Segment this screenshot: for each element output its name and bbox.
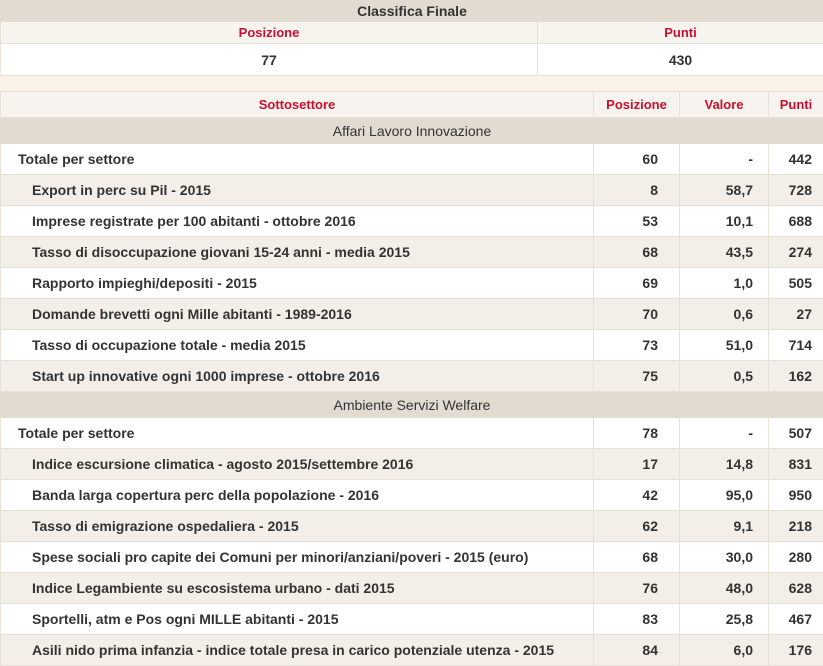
- row-value: 1,0: [680, 268, 769, 299]
- row-label: Indice escursione climatica - agosto 2015/settembre 2016: [1, 449, 594, 480]
- row-points: 728: [769, 175, 823, 206]
- row-points: 274: [769, 237, 823, 268]
- row-points: 950: [769, 480, 823, 511]
- row-value: 9,1: [680, 511, 769, 542]
- row-value: 0,6: [680, 299, 769, 330]
- row-value: 48,0: [680, 573, 769, 604]
- header-value: Valore: [680, 92, 769, 118]
- row-value: 43,5: [680, 237, 769, 268]
- row-label: Export in perc su Pil - 2015: [1, 175, 594, 206]
- row-label: Rapporto impieghi/depositi - 2015: [1, 268, 594, 299]
- row-value: 14,8: [680, 449, 769, 480]
- table-row: [1, 268, 823, 299]
- row-value: 51,0: [680, 330, 769, 361]
- table-row: [1, 206, 823, 237]
- row-value: 6,0: [680, 635, 769, 666]
- table-row: [1, 330, 823, 361]
- header-position: Posizione: [594, 92, 680, 118]
- row-label: Sportelli, atm e Pos ogni MILLE abitanti - 2015: [1, 604, 594, 635]
- row-label: Indice Legambiente su escosistema urbano - dati 2015: [1, 573, 594, 604]
- row-position: 75: [594, 361, 680, 392]
- table-row: [1, 542, 823, 573]
- sector-total-row: [1, 418, 823, 449]
- final-ranking-title: Classifica Finale: [1, 1, 823, 22]
- row-position: 84: [594, 635, 680, 666]
- row-label: Domande brevetti ogni Mille abitanti - 1989-2016: [1, 299, 594, 330]
- section-header-row: [1, 118, 823, 144]
- header-points: Punti: [769, 92, 823, 118]
- row-points: 176: [769, 635, 823, 666]
- table-row: [1, 299, 823, 330]
- sector-total-row: [1, 144, 823, 175]
- row-position: 70: [594, 299, 680, 330]
- row-value: 95,0: [680, 480, 769, 511]
- row-label: Tasso di occupazione totale - media 2015: [1, 330, 594, 361]
- row-position: 17: [594, 449, 680, 480]
- subsector-table-body: [1, 118, 823, 666]
- row-position: 78: [594, 418, 680, 449]
- table-row: [1, 237, 823, 268]
- header-subsector: Sottosettore: [1, 92, 594, 118]
- table-row: [1, 604, 823, 635]
- section-title: Affari Lavoro Innovazione: [1, 118, 823, 144]
- section-header-row: [1, 392, 823, 418]
- row-label: Tasso di emigrazione ospedaliera - 2015: [1, 511, 594, 542]
- final-position-value: 77: [1, 44, 538, 76]
- table-separator: [0, 76, 823, 91]
- row-value: 10,1: [680, 206, 769, 237]
- row-points: 688: [769, 206, 823, 237]
- row-value: 0,5: [680, 361, 769, 392]
- row-label: Banda larga copertura perc della popolazione - 2016: [1, 480, 594, 511]
- table-row: [1, 175, 823, 206]
- row-position: 42: [594, 480, 680, 511]
- table-row: [1, 449, 823, 480]
- row-position: 8: [594, 175, 680, 206]
- table-row: [1, 480, 823, 511]
- row-position: 60: [594, 144, 680, 175]
- row-points: 507: [769, 418, 823, 449]
- row-label: Totale per settore: [1, 144, 594, 175]
- row-points: 280: [769, 542, 823, 573]
- row-label: Tasso di disoccupazione giovani 15-24 anni - media 2015: [1, 237, 594, 268]
- table-row: [1, 573, 823, 604]
- row-position: 62: [594, 511, 680, 542]
- table-row: [1, 635, 823, 666]
- header-points: Punti: [538, 22, 823, 44]
- row-points: 162: [769, 361, 823, 392]
- table-row: [1, 361, 823, 392]
- row-position: 68: [594, 542, 680, 573]
- row-points: 467: [769, 604, 823, 635]
- section-title: Ambiente Servizi Welfare: [1, 392, 823, 418]
- row-points: 628: [769, 573, 823, 604]
- row-position: 76: [594, 573, 680, 604]
- header-position: Posizione: [1, 22, 538, 44]
- row-position: 83: [594, 604, 680, 635]
- row-points: 505: [769, 268, 823, 299]
- final-ranking-table: [0, 0, 823, 76]
- row-label: Imprese registrate per 100 abitanti - ottobre 2016: [1, 206, 594, 237]
- row-position: 73: [594, 330, 680, 361]
- row-value: -: [680, 418, 769, 449]
- row-value: 58,7: [680, 175, 769, 206]
- row-label: Totale per settore: [1, 418, 594, 449]
- row-label: Start up innovative ogni 1000 imprese - ottobre 2016: [1, 361, 594, 392]
- table-row: [1, 511, 823, 542]
- final-points-value: 430: [538, 44, 823, 76]
- row-position: 68: [594, 237, 680, 268]
- row-points: 218: [769, 511, 823, 542]
- row-position: 53: [594, 206, 680, 237]
- row-value: -: [680, 144, 769, 175]
- row-label: Asili nido prima infanzia - indice totale presa in carico potenziale utenza - 2015: [1, 635, 594, 666]
- row-points: 442: [769, 144, 823, 175]
- row-label: Spese sociali pro capite dei Comuni per minori/anziani/poveri - 2015 (euro): [1, 542, 594, 573]
- subsector-table-header: [1, 92, 823, 118]
- row-value: 25,8: [680, 604, 769, 635]
- row-points: 27: [769, 299, 823, 330]
- row-points: 714: [769, 330, 823, 361]
- row-value: 30,0: [680, 542, 769, 573]
- row-points: 831: [769, 449, 823, 480]
- row-position: 69: [594, 268, 680, 299]
- subsector-table: [0, 91, 823, 666]
